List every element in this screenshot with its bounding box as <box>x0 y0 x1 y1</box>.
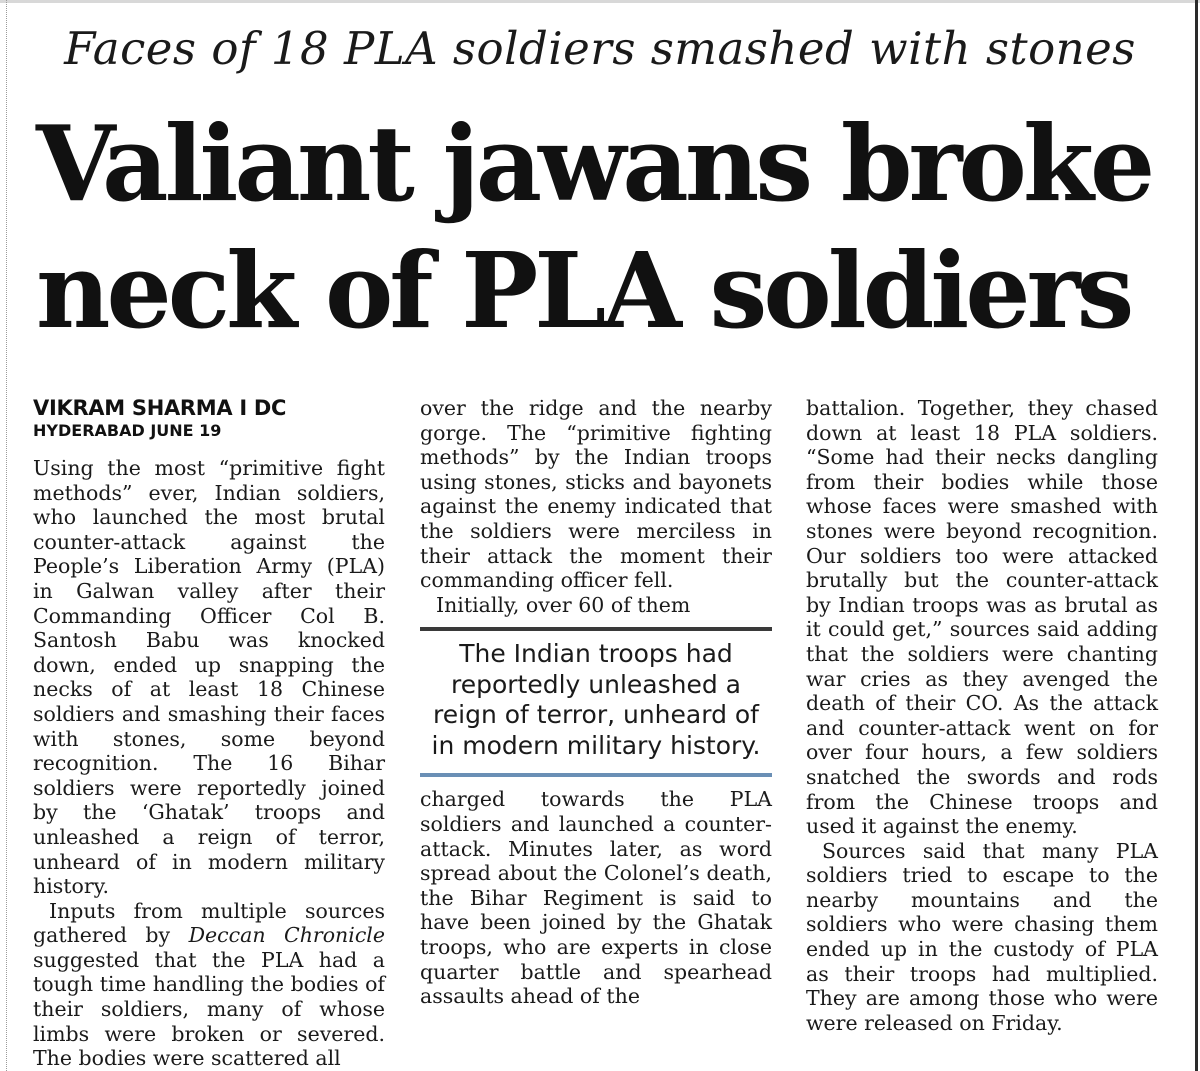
paragraph: Initially, over 60 of them <box>436 592 691 617</box>
source-name: Deccan Chronicle <box>188 923 385 948</box>
paragraph: battalion. Together, they chased down at least 18 PLA soldiers. “Some had their necks dangling from their bodies while those whose faces were smashed with stones were beyond recognition. Our soldiers too were attacked brutally but the counter-attack by Indian troops was as brutal as it could get,” sources said adding that the soldiers were chanting war cries as they avenged the death of their CO. As the attack and counter-attack went on for over four hours, a few soldiers snatched the swords and rods from the Chinese troops and used it against the enemy. <box>806 396 1158 839</box>
top-border <box>0 0 1200 3</box>
main-headline <box>36 100 1159 354</box>
headline-line-1: Valiant jawans broke <box>36 102 1152 225</box>
paragraph-text: Inputs from multiple sources gathered by <box>33 898 385 948</box>
paragraph: over the ridge and the nearby gorge. The “primitive fighting methods” by the Indian troops using stones, sticks and bayonets against the enemy indicated that the soldiers were merciless in their attack the moment their commanding officer fell. <box>420 396 772 593</box>
paragraph: charged towards the PLA soldiers and launched a counter-attack. Minutes later, as word spread about the Colonel’s death, the Bihar Regiment is said to have been joined by the Ghatak troops, who are experts in close quarter battle and spearhead assaults ahead of the <box>420 787 772 1009</box>
paragraph <box>33 899 385 1071</box>
kicker-subheadline: Faces of 18 PLA soldiers smashed with stones <box>64 22 1136 75</box>
article-column-3 <box>806 396 1158 1035</box>
paragraph: Sources said that many PLA soldiers tried to escape to the nearby mountains and the soldiers who were chasing them ended up in the custody of PLA as their troops had multiplied. They are among those who were were released on Friday. <box>806 838 1158 1035</box>
left-cut-edge <box>6 0 8 1071</box>
article-column-2 <box>420 396 772 1009</box>
byline-author: VIKRAM SHARMA I DC <box>33 396 287 420</box>
article-column-1 <box>33 396 385 1071</box>
paragraph-text: suggested that the PLA had a tough time handling the bodies of their soldiers, many of whose limbs were broken or severed. The bodies were scattered all <box>33 947 385 1071</box>
headline-line-2: neck of PLA soldiers <box>36 229 1131 352</box>
pull-quote: The Indian troops had reportedly unleashed a reign of terror, unheard of in modern military history. <box>420 627 772 777</box>
right-border <box>1195 0 1198 1071</box>
byline-dateline: HYDERABAD JUNE 19 <box>33 421 222 440</box>
paragraph: Using the most “primitive fight methods” ever, Indian soldiers, who launched the most brutal counter-attack against the People’s Liberation Army (PLA) in Galwan valley after their Commanding Officer Col B. Santosh Babu was knocked down, ended up snapping the necks of at least 18 Chinese soldiers and smashing their faces with stones, some beyond recognition. The 16 Bihar soldiers were reportedly joined by the ‘Ghatak’ troops and unleashed a reign of terror, unheard of in modern military history. <box>33 456 385 899</box>
